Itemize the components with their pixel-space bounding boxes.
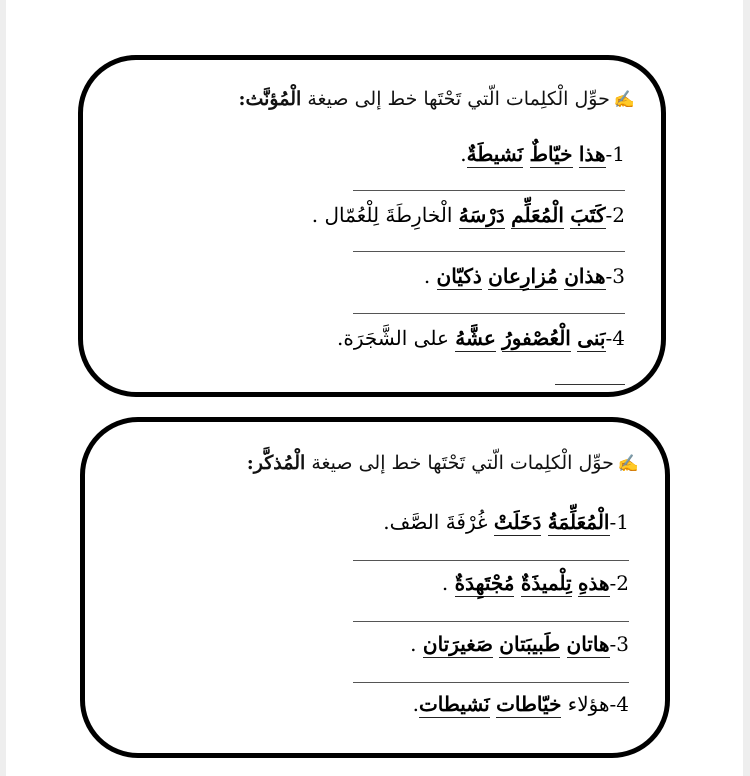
underlined-word: الْمُعَلِّم [511, 203, 564, 227]
sentence-text [514, 571, 520, 595]
question-2 [312, 203, 625, 227]
sentence-text [523, 142, 529, 166]
question-number: 1- [609, 510, 629, 534]
underlined-word: الْعُصْفورُ [502, 326, 571, 350]
underlined-word: بَنى [577, 326, 606, 350]
question-number: 4- [609, 692, 629, 716]
instruction [238, 88, 635, 110]
pencil-icon: ✍ [617, 454, 639, 474]
answer-line[interactable] [353, 313, 625, 314]
question-1 [383, 510, 629, 534]
underlined-word: دَرْسَهُ [458, 203, 505, 227]
question-3 [410, 632, 629, 656]
underlined-word: مُجْتَهِدَةٌ [454, 571, 515, 595]
sentence-text: . [423, 264, 437, 288]
answer-line[interactable] [555, 384, 625, 385]
question-number: 2- [609, 571, 629, 595]
underlined-word: ذكيّان [436, 264, 482, 288]
underlined-word: تِلْميذَةٌ [520, 571, 572, 595]
sentence-text [560, 632, 566, 656]
underlined-word: صَغيرَتان [422, 632, 493, 656]
sentence-text: . [410, 632, 423, 656]
underlined-word: خيّاطات [496, 692, 562, 716]
question-number: 2- [605, 203, 625, 227]
instruction-text: حوِّل الْكلِمات الّتي تَحْتَها خط إلى صيغة [307, 88, 610, 110]
question-number: 3- [605, 264, 625, 288]
question-number: 1- [605, 142, 625, 166]
underlined-word: دَخَلَتْ [493, 510, 542, 534]
worksheet-page [6, 0, 743, 776]
question-2 [442, 571, 629, 595]
instruction-text: حوِّل الْكلِمات الّتي تَحْتَها خط إلى صيغة [311, 452, 614, 474]
sentence-text: هؤلاء [567, 692, 610, 716]
sentence-text: على الشَّجَرَة. [337, 326, 456, 350]
sentence-text: . [412, 692, 419, 716]
sentence-text [572, 571, 578, 595]
question-number: 4- [605, 326, 625, 350]
question-1 [460, 142, 625, 166]
instruction-target: الْمُذكَّر: [246, 452, 306, 474]
underlined-word: هذهِ [577, 571, 610, 595]
answer-line[interactable] [353, 682, 629, 683]
sentence-text [541, 510, 547, 534]
question-4 [337, 326, 625, 350]
pencil-icon: ✍ [613, 90, 635, 110]
underlined-word: هذا [578, 142, 606, 166]
underlined-word: طَبيبَتان [499, 632, 561, 656]
answer-line[interactable] [353, 621, 629, 622]
sentence-text: غُرْفَةَ الصَّف. [383, 510, 494, 534]
exercise-box-feminine [78, 55, 666, 397]
question-3 [424, 264, 625, 288]
exercise-box-masculine [80, 417, 670, 758]
underlined-word: هاتان [566, 632, 610, 656]
underlined-word: الْمُعَلِّمَةُ [547, 510, 610, 534]
question-4 [413, 692, 629, 716]
answer-line[interactable] [353, 190, 625, 191]
underlined-word: كَتَبَ [570, 203, 606, 227]
sentence-text: . [460, 142, 467, 166]
sentence-text [573, 142, 579, 166]
answer-line[interactable] [353, 560, 629, 561]
underlined-word: نَشيطات [418, 692, 490, 716]
underlined-word: مُزارِعان [488, 264, 558, 288]
underlined-word: خيّاطٌ [529, 142, 573, 166]
instruction-target: الْمُؤنَّث: [238, 88, 302, 110]
answer-line[interactable] [353, 251, 625, 252]
underlined-word: هذان [564, 264, 606, 288]
question-number: 3- [609, 632, 629, 656]
instruction [247, 452, 639, 474]
sentence-text: الْخارِطَةَ لِلْعُمّال . [311, 203, 459, 227]
underlined-word: نَشيطَةٌ [466, 142, 524, 166]
sentence-text: . [441, 571, 455, 595]
underlined-word: عشَّهُ [455, 326, 496, 350]
